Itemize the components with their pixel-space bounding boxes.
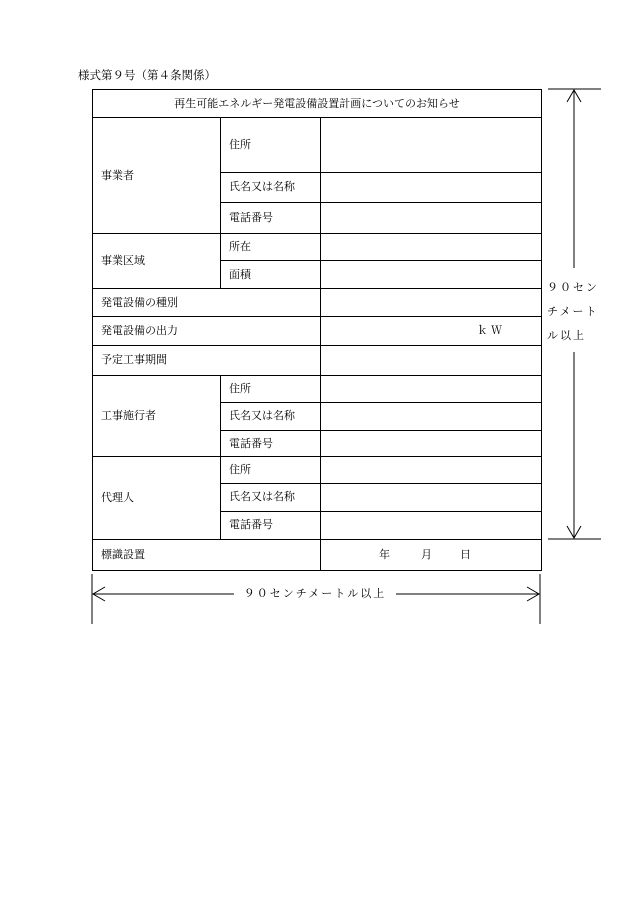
contractor-name-label: 氏名又は名称 (221, 402, 321, 430)
installation-label: 標識設置 (93, 539, 321, 570)
equipment-output-label: 発電設備の出力 (93, 317, 321, 345)
date-day: 日 (460, 547, 471, 561)
area-location-label: 所在 (221, 233, 321, 260)
form-number-label: 様式第９号（第４条関係） (78, 68, 216, 82)
vertical-dimension-label-line: ９０セン (547, 281, 599, 294)
output-unit: ｋＷ (477, 323, 506, 337)
operator-name-label: 氏名又は名称 (221, 172, 321, 202)
contractor-address-label: 住所 (221, 375, 321, 402)
agent-address-label: 住所 (221, 457, 321, 484)
agent-name-label: 氏名又は名称 (221, 484, 321, 511)
operator-phone-label: 電話番号 (221, 202, 321, 233)
sign-title: 再生可能エネルギー発電設備設置計画についてのお知らせ (93, 90, 542, 118)
vertical-dimension-label-line: ル以上 (547, 329, 586, 342)
date-year: 年 (379, 547, 390, 561)
agent-phone-label: 電話番号 (221, 511, 321, 539)
operator-address-label: 住所 (221, 118, 321, 172)
vertical-dimension-label-line: チメート (547, 305, 599, 318)
area-label: 事業区域 (93, 233, 221, 288)
area-size-label: 面積 (221, 261, 321, 289)
contractor-phone-label: 電話番号 (221, 431, 321, 457)
horizontal-dimension-label: ９０センチメートル以上 (234, 586, 396, 602)
vertical-dimension-label (547, 276, 607, 348)
contractor-label: 工事施行者 (93, 375, 221, 456)
schedule-label: 予定工事期間 (93, 345, 321, 375)
operator-label: 事業者 (93, 118, 221, 234)
date-month: 月 (421, 547, 432, 561)
agent-label: 代理人 (93, 457, 221, 539)
equipment-type-label: 発電設備の種別 (93, 289, 321, 317)
